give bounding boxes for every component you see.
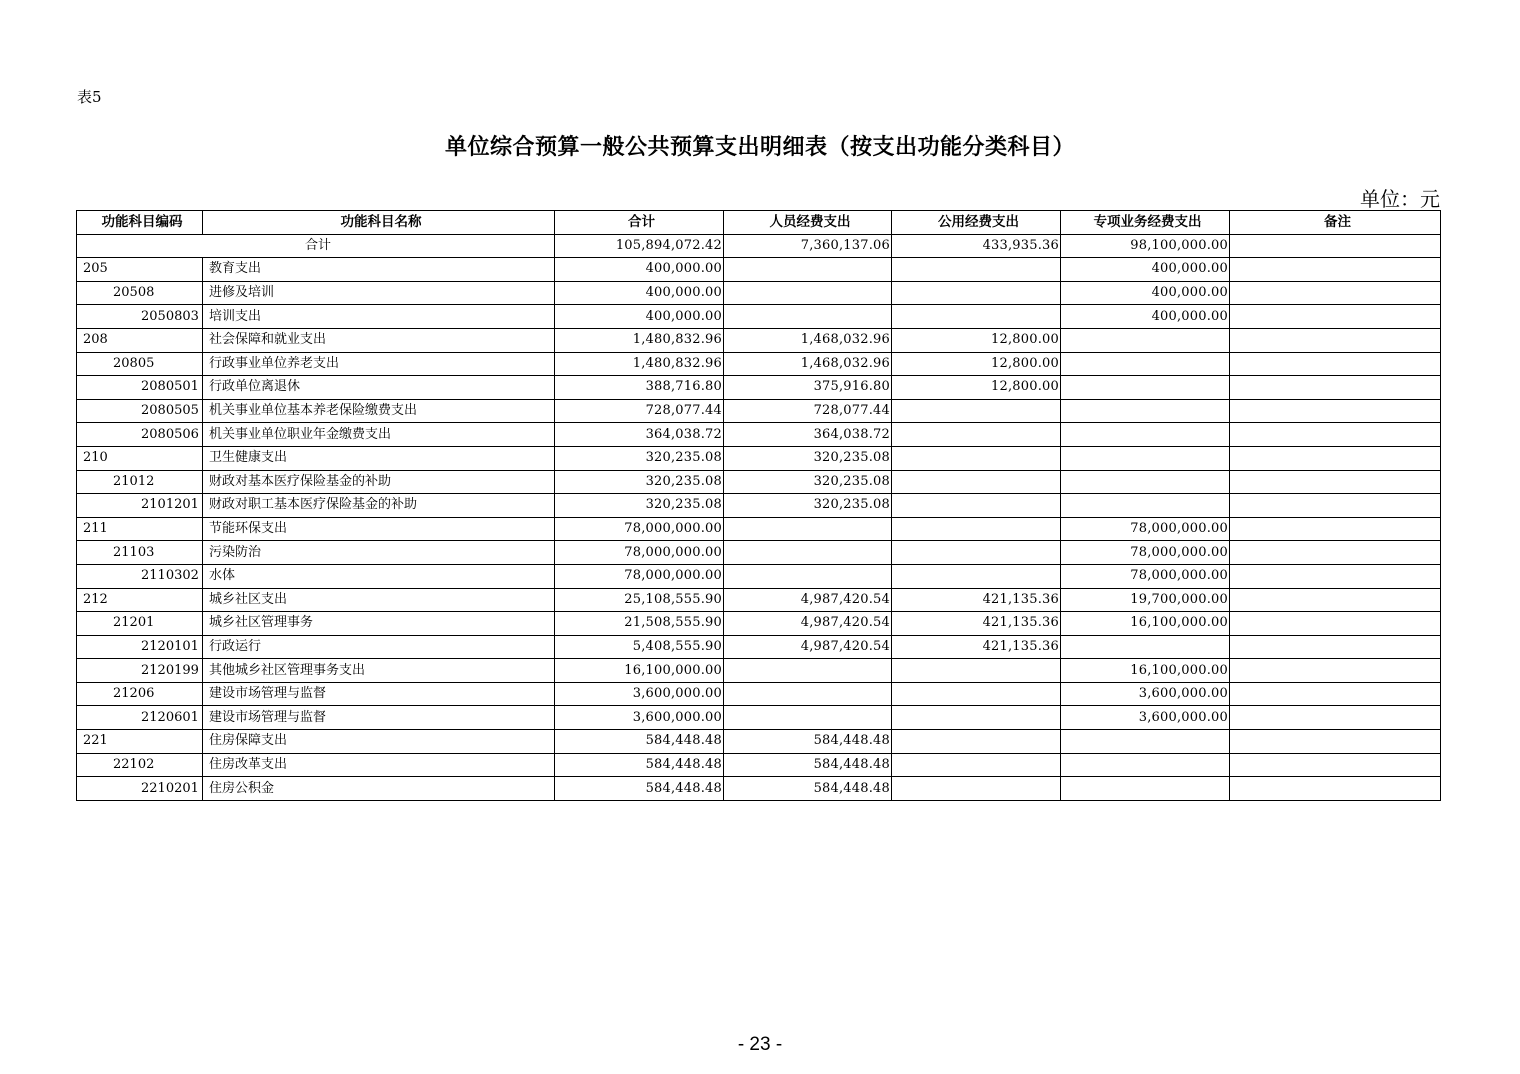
cell-special: 19,700,000.00 xyxy=(1061,588,1230,612)
cell-code: 2120199 xyxy=(77,659,203,683)
total-public: 433,935.36 xyxy=(892,234,1061,258)
cell-public: 12,800.00 xyxy=(892,328,1061,352)
cell-total: 320,235.08 xyxy=(555,494,724,518)
total-note xyxy=(1230,234,1441,258)
cell-total: 388,716.80 xyxy=(555,376,724,400)
table-row xyxy=(77,423,1441,447)
cell-note xyxy=(1230,706,1441,730)
cell-personnel: 1,468,032.96 xyxy=(724,352,892,376)
cell-name: 水体 xyxy=(203,564,555,588)
header-total: 合计 xyxy=(555,211,724,235)
cell-public: 12,800.00 xyxy=(892,352,1061,376)
cell-code: 2080505 xyxy=(77,399,203,423)
cell-personnel xyxy=(724,564,892,588)
cell-public: 421,135.36 xyxy=(892,588,1061,612)
cell-public: 12,800.00 xyxy=(892,376,1061,400)
cell-note xyxy=(1230,399,1441,423)
table-row xyxy=(77,730,1441,754)
table-row xyxy=(77,753,1441,777)
cell-code: 2120601 xyxy=(77,706,203,730)
cell-total: 3,600,000.00 xyxy=(555,682,724,706)
cell-code: 211 xyxy=(77,517,203,541)
cell-public xyxy=(892,777,1061,801)
cell-personnel: 584,448.48 xyxy=(724,753,892,777)
cell-personnel xyxy=(724,541,892,565)
cell-public xyxy=(892,517,1061,541)
cell-name: 住房保障支出 xyxy=(203,730,555,754)
cell-total: 400,000.00 xyxy=(555,281,724,305)
cell-personnel: 4,987,420.54 xyxy=(724,635,892,659)
table-row xyxy=(77,352,1441,376)
cell-name: 财政对职工基本医疗保险基金的补助 xyxy=(203,494,555,518)
table-row xyxy=(77,328,1441,352)
cell-special: 78,000,000.00 xyxy=(1061,517,1230,541)
total-label: 合计 xyxy=(77,234,555,258)
cell-note xyxy=(1230,305,1441,329)
cell-special xyxy=(1061,753,1230,777)
cell-personnel: 4,987,420.54 xyxy=(724,588,892,612)
cell-name: 教育支出 xyxy=(203,258,555,282)
cell-personnel: 364,038.72 xyxy=(724,423,892,447)
unit-label: 单位：元 xyxy=(1360,187,1440,211)
cell-public xyxy=(892,659,1061,683)
cell-public: 421,135.36 xyxy=(892,635,1061,659)
cell-total: 78,000,000.00 xyxy=(555,564,724,588)
total-personnel: 7,360,137.06 xyxy=(724,234,892,258)
cell-total: 25,108,555.90 xyxy=(555,588,724,612)
cell-personnel: 320,235.08 xyxy=(724,470,892,494)
header-personnel: 人员经费支出 xyxy=(724,211,892,235)
cell-note xyxy=(1230,470,1441,494)
cell-personnel: 4,987,420.54 xyxy=(724,612,892,636)
cell-note xyxy=(1230,446,1441,470)
cell-special: 78,000,000.00 xyxy=(1061,541,1230,565)
page-title: 单位综合预算一般公共预算支出明细表（按支出功能分类科目） xyxy=(444,134,1075,160)
cell-special xyxy=(1061,470,1230,494)
cell-public xyxy=(892,281,1061,305)
cell-name: 卫生健康支出 xyxy=(203,446,555,470)
header-public: 公用经费支出 xyxy=(892,211,1061,235)
cell-code: 2210201 xyxy=(77,777,203,801)
cell-personnel xyxy=(724,682,892,706)
cell-special xyxy=(1061,494,1230,518)
cell-name: 行政运行 xyxy=(203,635,555,659)
cell-note xyxy=(1230,517,1441,541)
cell-total: 78,000,000.00 xyxy=(555,541,724,565)
cell-note xyxy=(1230,376,1441,400)
cell-total: 728,077.44 xyxy=(555,399,724,423)
cell-note xyxy=(1230,423,1441,447)
cell-name: 城乡社区管理事务 xyxy=(203,612,555,636)
cell-note xyxy=(1230,328,1441,352)
cell-name: 行政单位离退休 xyxy=(203,376,555,400)
cell-public xyxy=(892,305,1061,329)
header-special: 专项业务经费支出 xyxy=(1061,211,1230,235)
cell-personnel xyxy=(724,659,892,683)
cell-special: 16,100,000.00 xyxy=(1061,659,1230,683)
cell-note xyxy=(1230,588,1441,612)
table-number: 表5 xyxy=(77,88,102,106)
cell-note xyxy=(1230,281,1441,305)
cell-personnel: 584,448.48 xyxy=(724,730,892,754)
cell-personnel: 375,916.80 xyxy=(724,376,892,400)
table-row xyxy=(77,399,1441,423)
cell-special xyxy=(1061,446,1230,470)
cell-public xyxy=(892,423,1061,447)
cell-code: 2120101 xyxy=(77,635,203,659)
cell-special xyxy=(1061,423,1230,447)
table-row xyxy=(77,659,1441,683)
cell-name: 培训支出 xyxy=(203,305,555,329)
cell-code: 2101201 xyxy=(77,494,203,518)
cell-code: 221 xyxy=(77,730,203,754)
page-number: - 23 - xyxy=(737,1034,783,1055)
table-row xyxy=(77,541,1441,565)
table-row xyxy=(77,706,1441,730)
cell-public xyxy=(892,470,1061,494)
cell-code: 208 xyxy=(77,328,203,352)
cell-name: 污染防治 xyxy=(203,541,555,565)
cell-note xyxy=(1230,659,1441,683)
cell-code: 210 xyxy=(77,446,203,470)
cell-code: 21012 xyxy=(77,470,203,494)
cell-total: 16,100,000.00 xyxy=(555,659,724,683)
table-row xyxy=(77,682,1441,706)
cell-total: 400,000.00 xyxy=(555,305,724,329)
cell-code: 212 xyxy=(77,588,203,612)
cell-special xyxy=(1061,730,1230,754)
cell-total: 1,480,832.96 xyxy=(555,328,724,352)
cell-public xyxy=(892,753,1061,777)
table-row xyxy=(77,494,1441,518)
table-row xyxy=(77,564,1441,588)
cell-total: 584,448.48 xyxy=(555,753,724,777)
table-row xyxy=(77,258,1441,282)
cell-code: 2080501 xyxy=(77,376,203,400)
cell-note xyxy=(1230,753,1441,777)
cell-total: 364,038.72 xyxy=(555,423,724,447)
cell-name: 机关事业单位职业年金缴费支出 xyxy=(203,423,555,447)
cell-public xyxy=(892,541,1061,565)
cell-note xyxy=(1230,494,1441,518)
cell-note xyxy=(1230,564,1441,588)
cell-total: 400,000.00 xyxy=(555,258,724,282)
cell-public xyxy=(892,399,1061,423)
cell-special xyxy=(1061,352,1230,376)
cell-public xyxy=(892,730,1061,754)
cell-total: 320,235.08 xyxy=(555,446,724,470)
cell-code: 2110302 xyxy=(77,564,203,588)
cell-code: 21206 xyxy=(77,682,203,706)
table-row xyxy=(77,612,1441,636)
table-header-row xyxy=(77,211,1441,235)
cell-note xyxy=(1230,612,1441,636)
cell-total: 5,408,555.90 xyxy=(555,635,724,659)
cell-name: 住房改革支出 xyxy=(203,753,555,777)
table-row xyxy=(77,635,1441,659)
table-row xyxy=(77,517,1441,541)
cell-code: 21201 xyxy=(77,612,203,636)
cell-name: 建设市场管理与监督 xyxy=(203,682,555,706)
cell-code: 22102 xyxy=(77,753,203,777)
cell-name: 财政对基本医疗保险基金的补助 xyxy=(203,470,555,494)
budget-table xyxy=(76,210,1441,801)
cell-note xyxy=(1230,682,1441,706)
cell-personnel: 584,448.48 xyxy=(724,777,892,801)
total-special: 98,100,000.00 xyxy=(1061,234,1230,258)
cell-name: 机关事业单位基本养老保险缴费支出 xyxy=(203,399,555,423)
cell-personnel xyxy=(724,305,892,329)
cell-special: 400,000.00 xyxy=(1061,305,1230,329)
cell-code: 205 xyxy=(77,258,203,282)
table-row xyxy=(77,470,1441,494)
cell-name: 节能环保支出 xyxy=(203,517,555,541)
cell-note xyxy=(1230,635,1441,659)
cell-total: 78,000,000.00 xyxy=(555,517,724,541)
cell-total: 320,235.08 xyxy=(555,470,724,494)
cell-name: 城乡社区支出 xyxy=(203,588,555,612)
cell-total: 584,448.48 xyxy=(555,730,724,754)
cell-personnel: 728,077.44 xyxy=(724,399,892,423)
cell-special xyxy=(1061,376,1230,400)
table-row xyxy=(77,305,1441,329)
cell-special xyxy=(1061,399,1230,423)
cell-personnel: 320,235.08 xyxy=(724,446,892,470)
cell-code: 2080506 xyxy=(77,423,203,447)
cell-public xyxy=(892,258,1061,282)
cell-personnel xyxy=(724,258,892,282)
cell-public xyxy=(892,682,1061,706)
cell-total: 584,448.48 xyxy=(555,777,724,801)
table-row xyxy=(77,281,1441,305)
table-row xyxy=(77,588,1441,612)
cell-note xyxy=(1230,258,1441,282)
cell-note xyxy=(1230,730,1441,754)
cell-name: 进修及培训 xyxy=(203,281,555,305)
cell-name: 住房公积金 xyxy=(203,777,555,801)
cell-name: 行政事业单位养老支出 xyxy=(203,352,555,376)
cell-special: 78,000,000.00 xyxy=(1061,564,1230,588)
table-row xyxy=(77,777,1441,801)
cell-personnel: 320,235.08 xyxy=(724,494,892,518)
cell-code: 20805 xyxy=(77,352,203,376)
cell-code: 21103 xyxy=(77,541,203,565)
cell-special: 400,000.00 xyxy=(1061,281,1230,305)
cell-public xyxy=(892,446,1061,470)
cell-total: 21,508,555.90 xyxy=(555,612,724,636)
header-note: 备注 xyxy=(1230,211,1441,235)
cell-special: 400,000.00 xyxy=(1061,258,1230,282)
cell-special: 16,100,000.00 xyxy=(1061,612,1230,636)
cell-total: 3,600,000.00 xyxy=(555,706,724,730)
cell-name: 社会保障和就业支出 xyxy=(203,328,555,352)
cell-special: 3,600,000.00 xyxy=(1061,706,1230,730)
cell-special xyxy=(1061,777,1230,801)
cell-code: 20508 xyxy=(77,281,203,305)
cell-code: 2050803 xyxy=(77,305,203,329)
cell-personnel xyxy=(724,706,892,730)
cell-name: 其他城乡社区管理事务支出 xyxy=(203,659,555,683)
cell-public xyxy=(892,564,1061,588)
total-row xyxy=(77,234,1441,258)
table-row xyxy=(77,376,1441,400)
cell-special: 3,600,000.00 xyxy=(1061,682,1230,706)
cell-public xyxy=(892,494,1061,518)
cell-note xyxy=(1230,352,1441,376)
total-amount: 105,894,072.42 xyxy=(555,234,724,258)
cell-special xyxy=(1061,635,1230,659)
cell-personnel: 1,468,032.96 xyxy=(724,328,892,352)
cell-note xyxy=(1230,541,1441,565)
cell-total: 1,480,832.96 xyxy=(555,352,724,376)
cell-public xyxy=(892,706,1061,730)
cell-name: 建设市场管理与监督 xyxy=(203,706,555,730)
cell-note xyxy=(1230,777,1441,801)
table-row xyxy=(77,446,1441,470)
cell-personnel xyxy=(724,281,892,305)
header-code: 功能科目编码 xyxy=(77,211,203,235)
cell-personnel xyxy=(724,517,892,541)
cell-public: 421,135.36 xyxy=(892,612,1061,636)
header-name: 功能科目名称 xyxy=(203,211,555,235)
cell-special xyxy=(1061,328,1230,352)
